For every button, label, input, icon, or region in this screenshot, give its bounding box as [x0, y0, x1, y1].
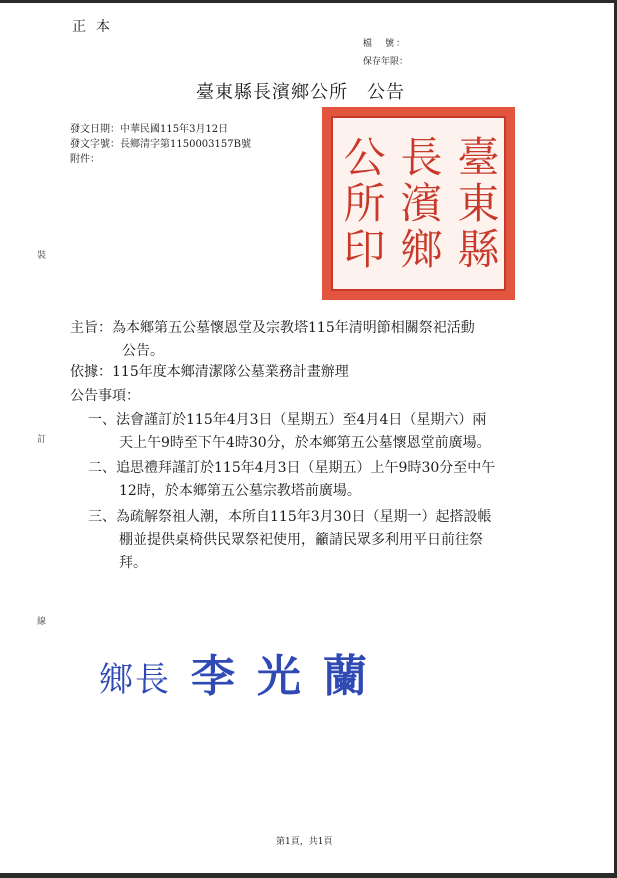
page-border-top [0, 0, 617, 3]
file-number-label: 檔 號： [363, 39, 408, 49]
item-3-line-3: 拜。 [119, 555, 147, 571]
signature-title: 鄉長 [99, 660, 171, 700]
page-border-bottom [0, 873, 617, 878]
page-number: 第1頁，共1頁 [276, 837, 333, 847]
seal-column-3: 公所印 [337, 134, 387, 273]
binding-mark-1: 裝 [37, 251, 47, 261]
item-1-line-2: 天上午9時至下午4時30分，於本鄉第五公墓懷恩堂前廣場。 [119, 435, 491, 451]
binding-mark-2: 訂 [37, 435, 47, 445]
announcement-item-2 [88, 457, 496, 499]
seal-column-1: 臺東縣 [451, 134, 501, 273]
item-2-line-2: 12時，於本鄉第五公墓宗教塔前廣場。 [119, 483, 361, 499]
copy-label: 正本 [72, 19, 120, 35]
retention-period-label: 保存年限： [363, 57, 409, 67]
item-1-line-1: 一、法會謹訂於115年4月3日（星期五）至4月4日（星期六）兩 [88, 412, 487, 428]
item-2-line-1: 二、追思禮拜謹訂於115年4月3日（星期五）上午9時30分至中午 [88, 460, 496, 476]
announcement-item-3 [88, 506, 492, 571]
item-3-line-1: 三、為疏解祭祖人潮，本所自115年3月30日（星期一）起搭設帳 [88, 509, 492, 525]
signature-name: 李光蘭 [191, 651, 389, 702]
official-seal [322, 107, 515, 300]
item-3-line-2: 棚並提供桌椅供民眾祭祀使用，籲請民眾多利用平日前往祭 [119, 532, 483, 548]
items-heading: 公告事項： [70, 388, 140, 404]
binding-mark-3: 線 [37, 617, 47, 627]
subject-paragraph [70, 317, 475, 359]
signature-stamp [99, 640, 389, 704]
seal-column-2: 長濱鄉 [394, 134, 444, 273]
attachment-label: 附件： [70, 154, 100, 165]
document-number: 發文字號：長鄉清字第1150003157B號 [70, 139, 251, 150]
basis-line: 依據：115年度本鄉清潔隊公墓業務計畫辦理 [70, 364, 349, 380]
subject-line-1: 主旨：為本鄉第五公墓懷恩堂及宗教塔115年清明節相關祭祀活動 [70, 320, 475, 336]
seal-inner [331, 116, 506, 291]
issue-date: 發文日期：中華民國115年3月12日 [70, 124, 229, 135]
document-title: 臺東縣長濱鄉公所 公告 [196, 82, 405, 103]
announcement-item-1 [88, 409, 491, 451]
subject-line-2: 公告。 [122, 343, 164, 359]
